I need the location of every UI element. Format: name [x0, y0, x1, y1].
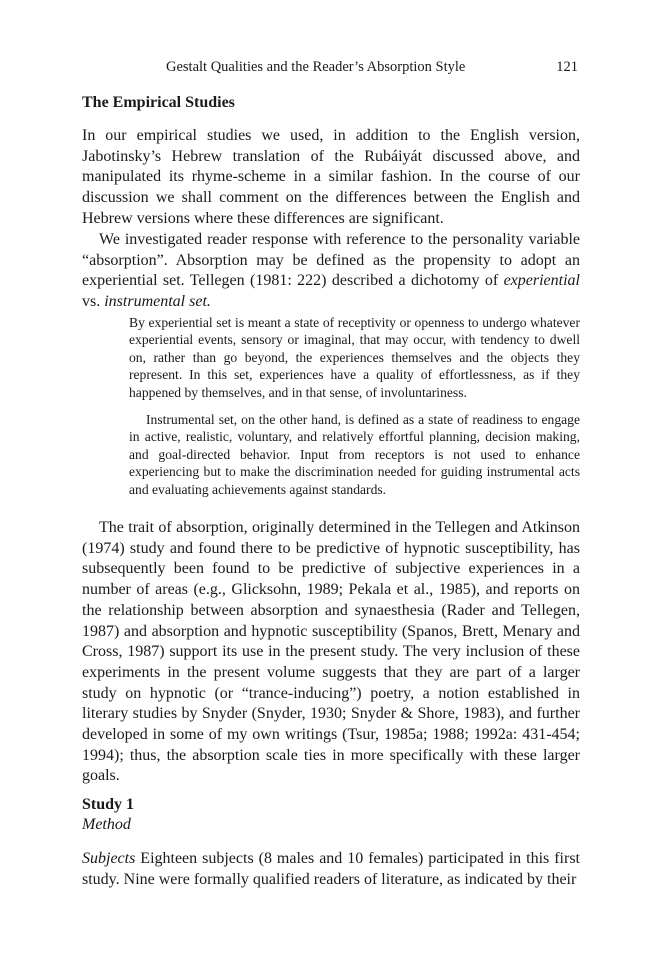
block-quote-2: Instrumental set, on the other hand, is defined as a state of readiness to engage in active, realistic, voluntary, and relatively effortful planning, decision making, and goal-directed behavior. Input from receptors is not used to enhance experiencing but to make the discrimination needed for guiding instrumental acts and evaluating achievements against standards. — [129, 412, 580, 497]
paragraph-3: The trait of absorption, originally determined in the Tellegen and Atkinson (1974) study and found there to be predictive of hypnotic susceptibility, has subsequently been found to be predictive of subjective experiences in a number of areas (e.g., Glicksohn, 1989; Pekala et al., 1985), and reports on the relationship between absorption and synaesthesia (Rader and Tellegen, 1987) and absorption and hypnotic susceptibility (Spanos, Brett, Menary and Cross, 1987) support its use in the present study. The very inclusion of these experiments in the present volume suggests that they are part of a larger study on hypnotic (or “trance-inducing”) poetry, a notion established in literary studies by Snyder (Snyder, 1930; Snyder & Shore, 1983), and further developed in some of my own writings (Tsur, 1985a; 1988; 1992a: 431-454; 1994); thus, the absorption scale ties in more specifically with these larger goals. — [82, 519, 580, 785]
paragraph-4 — [82, 849, 580, 890]
term-experiential: experiential — [503, 272, 580, 290]
running-title: Gestalt Qualities and the Reader’s Absorption Style — [166, 59, 466, 75]
block-quote-1: By experiential set is meant a state of receptivity or openness to undergo whatever experiential events, sensory or imaginal, that may occur, with tendency to dwell on, rather than go beyond, the experiences themselves and the objects they represent. In this set, experiences have a quality of effortlessness, as if they happened by themselves, and in that sense, of involuntariness. — [129, 315, 580, 400]
section-heading: The Empirical Studies — [82, 94, 235, 111]
method-heading: Method — [82, 816, 131, 833]
paragraph-2-text: We investigated reader response with reference to the personality variable “absorption”. Absorption may be defined as the propensity to adopt an experiential set. Tellegen (1981: 222) described a dichotomy of — [82, 231, 580, 290]
study-heading: Study 1 — [82, 796, 135, 813]
paragraph-2-vs: vs. — [82, 293, 105, 311]
paragraph-4-text: Eighteen subjects (8 males and 10 females) participated in this first study. Nine were formally qualified readers of literature, as indicated by their — [82, 850, 580, 888]
paragraph-2 — [82, 230, 580, 313]
page-number: 121 — [556, 59, 578, 75]
paragraph-1: In our empirical studies we used, in addition to the English version, Jabotinsky’s Hebrew translation of the Rubáiyát discussed above, and manipulated its rhyme-scheme in a similar fashion. In the course of our discussion we shall comment on the differences between the English and Hebrew versions where these differences are significant. — [82, 127, 580, 227]
term-instrumental-set: instrumental set. — [104, 293, 211, 311]
term-subjects: Subjects — [82, 850, 136, 867]
running-head — [82, 59, 580, 77]
